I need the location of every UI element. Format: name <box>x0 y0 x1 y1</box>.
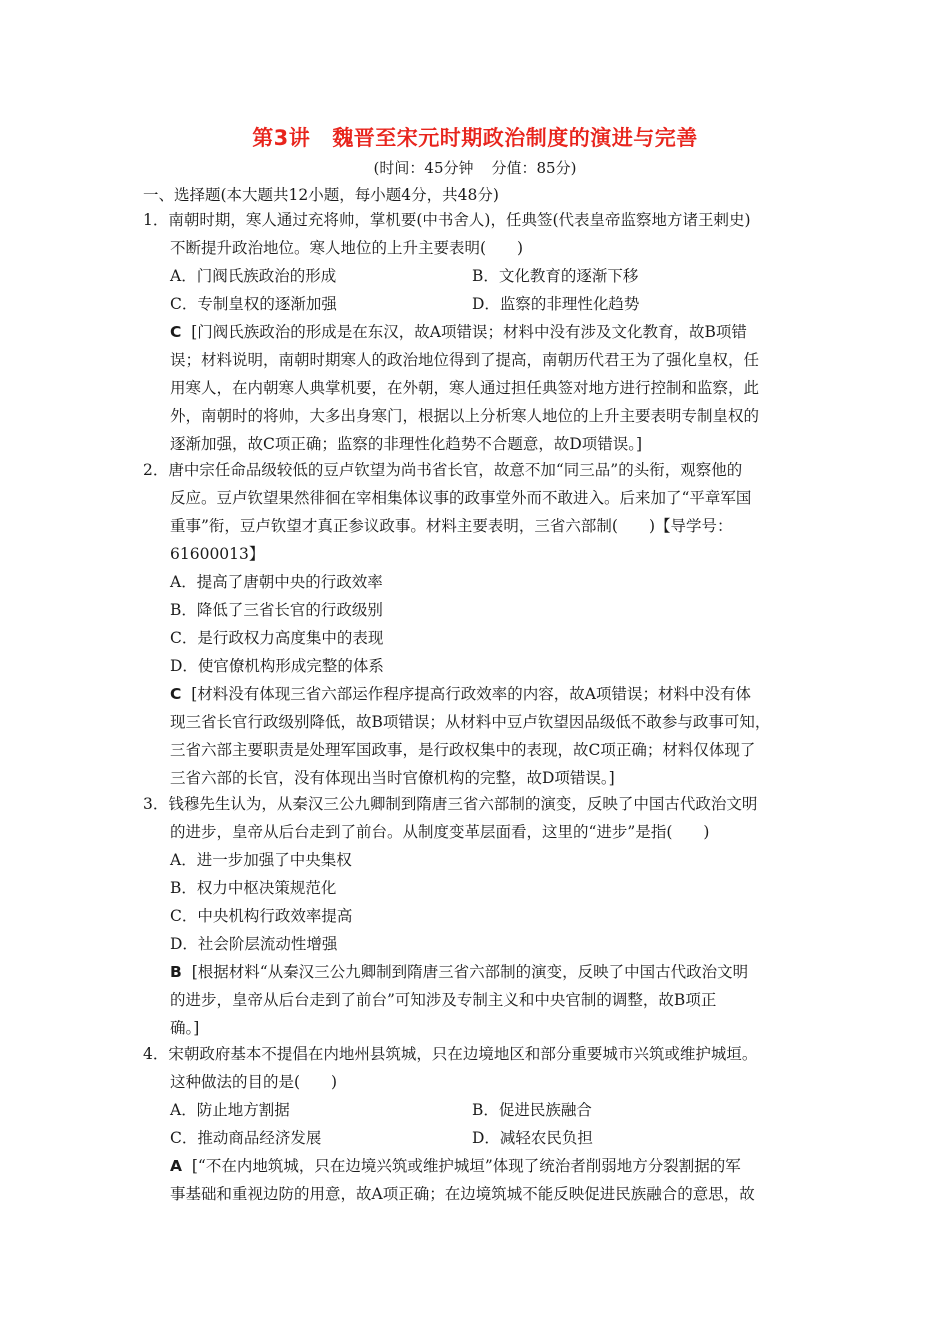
answer-line <box>170 684 751 704</box>
option-a: A．门阀氏族政治的形成 <box>170 267 337 285</box>
question-stem: 1．南朝时期，寒人通过充将帅，掌机要(中书舍人)，任典签(代表皇帝监察地方诸王剌史) <box>143 211 751 229</box>
answer-key: C <box>170 323 182 341</box>
explanation-text: [门阀氏族政治的形成是在东汉，故A项错误；材料中没有涉及文化教育，故B项错 <box>191 323 747 341</box>
option-c: C．是行政权力高度集中的表现 <box>170 629 384 647</box>
option-a: A．进一步加强了中央集权 <box>170 851 352 869</box>
explanation-text: 的进步，皇帝从后台走到了前台”可知涉及专制主义和中央官制的调整，故B项正 <box>170 991 717 1009</box>
question-stem: 3．钱穆先生认为，从秦汉三公九卿制到隋唐三省六部制的演变，反映了中国古代政治文明 <box>143 795 758 813</box>
section-heading: 一、选择题(本大题共12小题，每小题4分，共48分) <box>143 186 499 204</box>
question-stem: 2．唐中宗任命品级较低的豆卢钦望为尚书省长官，故意不加“同三品”的头衔，观察他的 <box>143 461 743 479</box>
explanation-text: 现三省长官行政级别降低，故B项错误；从材料中豆卢钦望因品级低不敢参与政事可知， <box>170 713 771 731</box>
option-b: B．文化教育的逐渐下移 <box>472 267 639 285</box>
option-c: C．中央机构行政效率提高 <box>170 907 353 925</box>
question-stem: 的进步，皇帝从后台走到了前台。从制度变革层面看，这里的“进步”是指( ) <box>170 823 710 841</box>
option-b: B．权力中枢决策规范化 <box>170 879 337 897</box>
lecture-title: 魏晋至宋元时期政治制度的演进与完善 <box>332 126 698 150</box>
question-stem: 61600013】 <box>170 545 265 563</box>
question-stem: 重事”衔，豆卢钦望才真正参议政事。材料主要表明，三省六部制( )【导学号： <box>170 517 733 535</box>
explanation-text: [根据材料“从秦汉三公九卿制到隋唐三省六部制的演变，反映了中国古代政治文明 <box>191 963 749 981</box>
explanation-text: [材料没有体现三省六部运作程序提高行政效率的内容，故A项错误；材料中没有体 <box>191 685 751 703</box>
option-c: C．推动商品经济发展 <box>170 1129 322 1147</box>
answer-key: C <box>170 685 182 703</box>
page-title <box>0 122 950 152</box>
option-b: B．降低了三省长官的行政级别 <box>170 601 383 619</box>
question-stem: 这种做法的目的是( ) <box>170 1073 338 1091</box>
option-d: D．社会阶层流动性增强 <box>170 935 338 953</box>
explanation-text: 事基础和重视边防的用意，故A项正确；在边境筑城不能反映促进民族融合的意思，故 <box>170 1185 755 1203</box>
option-c: C．专制皇权的逐渐加强 <box>170 295 337 313</box>
option-d: D．减轻农民负担 <box>472 1129 593 1147</box>
question-stem: 反应。豆卢钦望果然徘徊在宰相集体议事的政事堂外而不敢进入。后来加了“平章军国 <box>170 489 752 507</box>
option-d: D．监察的非理性化趋势 <box>472 295 640 313</box>
option-b: B．促进民族融合 <box>472 1101 592 1119</box>
option-a: A．提高了唐朝中央的行政效率 <box>170 573 383 591</box>
explanation-text: 三省六部的长官，没有体现出当时官僚机构的完整，故D项错误。] <box>170 769 615 787</box>
answer-line <box>170 1156 741 1176</box>
explanation-text: 确。] <box>170 1019 200 1037</box>
exam-meta <box>0 157 950 178</box>
score-total: 分值：85分) <box>491 159 577 177</box>
explanation-text: 三省六部主要职责是处理军国政事，是行政权集中的表现，故C项正确；材料仅体现了 <box>170 741 756 759</box>
lecture-number: 第3讲 <box>252 126 311 150</box>
time-limit: (时间：45分钟 <box>373 159 474 177</box>
answer-key: A <box>170 1157 182 1175</box>
answer-line <box>170 962 748 982</box>
answer-key: B <box>170 963 182 981</box>
explanation-text: 逐渐加强，故C项正确；监察的非理性化趋势不合题意，故D项错误。] <box>170 435 643 453</box>
explanation-text: 外，南朝时的将帅，大多出身寒门，根据以上分析寒人地位的上升主要表明专制皇权的 <box>170 407 760 425</box>
explanation-text: 误；材料说明，南朝时期寒人的政治地位得到了提高，南朝历代君王为了强化皇权，任 <box>170 351 760 369</box>
option-a: A．防止地方割据 <box>170 1101 290 1119</box>
option-d: D．使官僚机构形成完整的体系 <box>170 657 384 675</box>
question-stem: 不断提升政治地位。寒人地位的上升主要表明( ) <box>170 239 524 257</box>
answer-line <box>170 322 747 342</box>
question-stem: 4．宋朝政府基本不提倡在内地州县筑城，只在边境地区和部分重要城市兴筑或维护城垣。 <box>143 1045 758 1063</box>
explanation-text: 用寒人，在内朝寒人典掌机要，在外朝，寒人通过担任典签对地方进行控制和监察，此 <box>170 379 760 397</box>
explanation-text: [“不在内地筑城，只在边境兴筑或维护城垣”体现了统治者削弱地方分裂割据的军 <box>191 1157 741 1175</box>
